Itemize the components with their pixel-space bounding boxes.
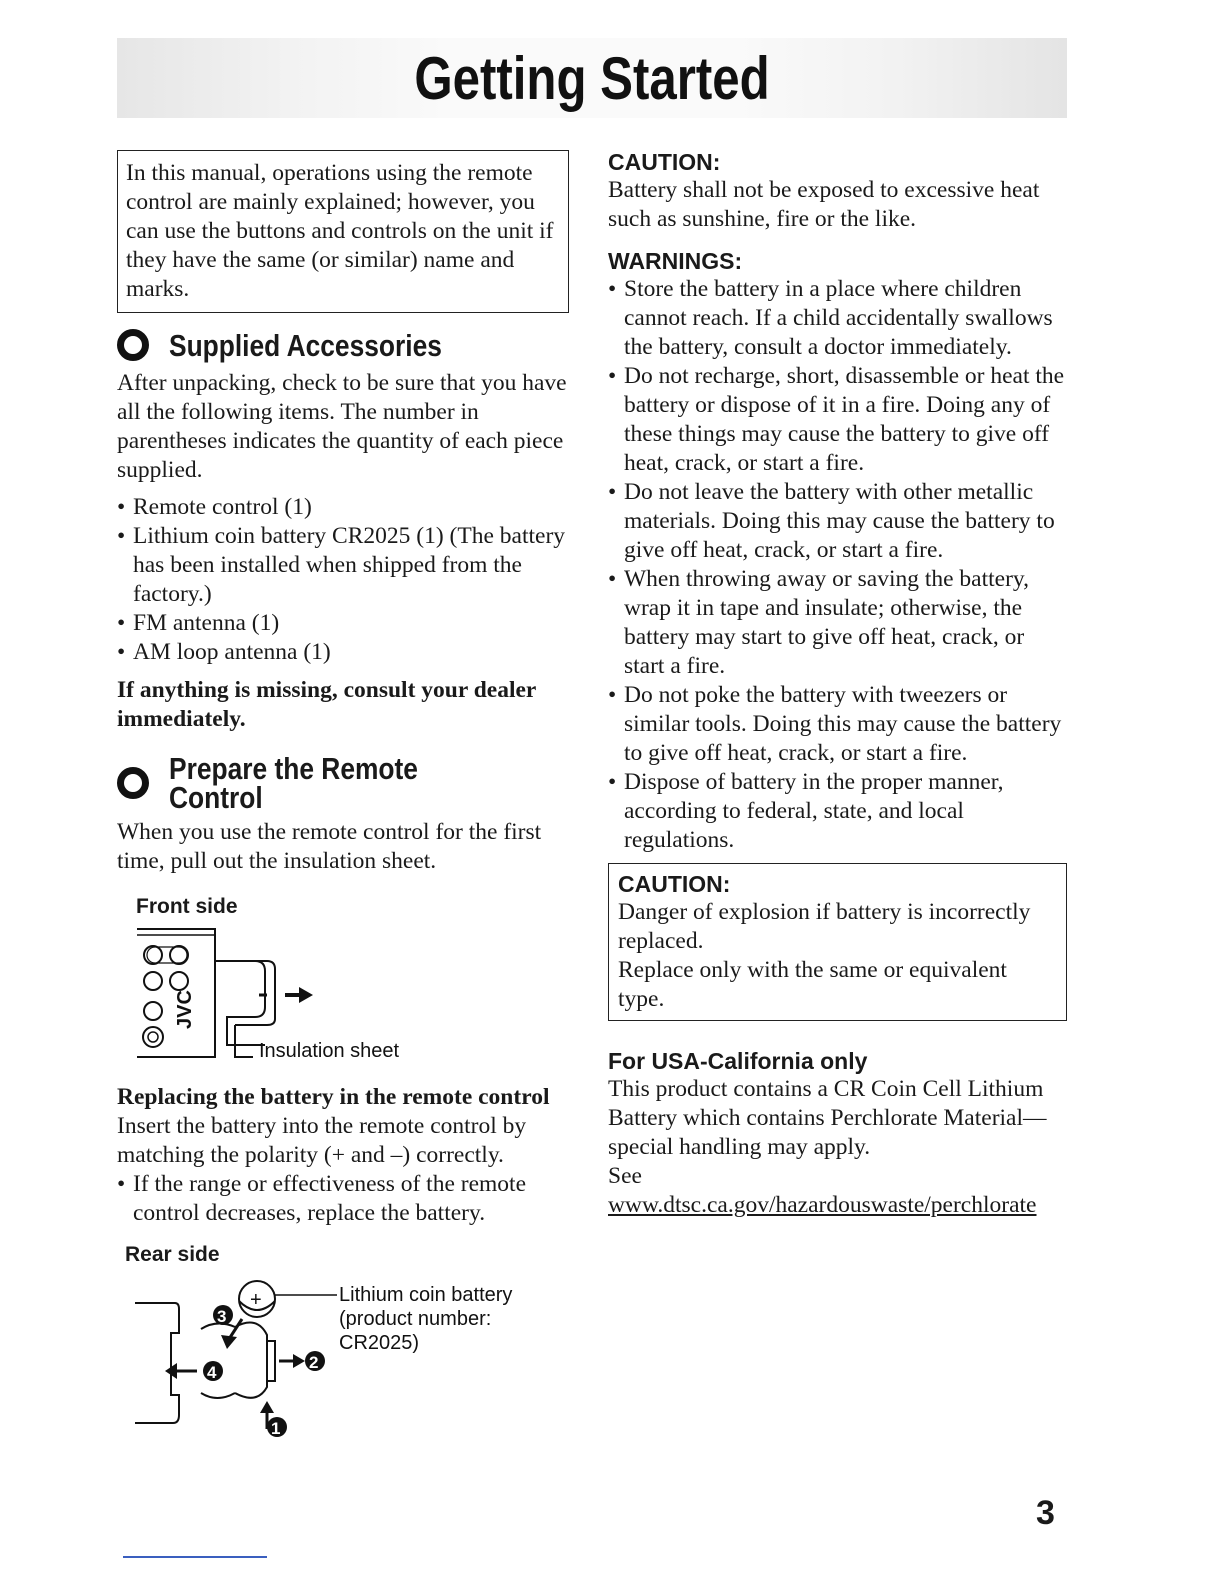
list-item: • Remote control (1) [117, 493, 577, 522]
rear-side-diagram [117, 1275, 577, 1445]
list-item: • Lithium coin battery CR2025 (1) (The battery has been installed when shipped from the factory.) [117, 522, 577, 609]
remote-intro: When you use the remote control for the first time, pull out the insulation sheet. [117, 819, 542, 874]
button-icon [144, 972, 162, 990]
see-label: See [608, 1163, 642, 1189]
remote-rear-outline [135, 1303, 179, 1423]
front-side-label: Front side [136, 895, 238, 918]
circle-bullet-icon [117, 329, 149, 361]
california-heading: For USA-California only [608, 1048, 868, 1074]
list-item: • Dispose of battery in the proper manner, according to federal, state, and local regulations. [608, 768, 1068, 855]
button-icon [144, 1002, 162, 1020]
intro-note-box [117, 150, 569, 313]
button-icon [170, 946, 188, 964]
button-icon [170, 972, 188, 990]
caution-box-heading: CAUTION: [618, 871, 731, 897]
prepare-remote-title: Prepare the Remote Control [169, 751, 418, 815]
replace-text: Insert the battery into the remote control by matching the polarity (+ and –) correctly. [117, 1113, 527, 1168]
insulation-label: Insulation sheet [259, 1040, 400, 1062]
supplied-accessories-heading [117, 329, 577, 361]
battery-label-line: (product number: [339, 1308, 492, 1330]
caution-heading: CAUTION: [608, 149, 721, 175]
list-item: • FM antenna (1) [117, 609, 577, 638]
perchlorate-link[interactable]: www.dtsc.ca.gov/hazardouswaste/perchlorate [608, 1192, 1037, 1218]
title-banner [117, 38, 1067, 118]
battery-label-line: Lithium coin battery [339, 1284, 513, 1306]
caution-box-line: Danger of explosion if battery is incorrectly replaced. [618, 899, 1031, 954]
rear-side-label: Rear side [125, 1243, 220, 1266]
arrow-icon [229, 1319, 242, 1339]
svg-text:3: 3 [217, 1307, 227, 1326]
california-text: This product contains a CR Coin Cell Lithium Battery which contains Perchlorate Material—special handling may apply. [608, 1076, 1047, 1160]
replace-list [117, 1170, 577, 1228]
right-column [608, 148, 1068, 1220]
page-number: 3 [1036, 1494, 1055, 1532]
prepare-remote-heading [117, 751, 577, 815]
missing-note: If anything is missing, consult your dealer immediately. [117, 677, 536, 732]
svg-text:1: 1 [271, 1419, 281, 1438]
caution-text: Battery shall not be exposed to excessive heat such as sunshine, fire or the like. [608, 177, 1040, 232]
list-item: • Do not poke the battery with tweezers or similar tools. Doing this may cause the battery to give off heat, crack, or start a fire. [608, 681, 1068, 768]
list-item: • If the range or effectiveness of the remote control decreases, replace the battery. [117, 1170, 577, 1228]
caution-box-line: Replace only with the same or equivalent type. [618, 957, 1007, 1012]
list-item: • AM loop antenna (1) [117, 638, 577, 667]
battery-tray [235, 1323, 267, 1398]
left-column [117, 150, 577, 1445]
supplied-accessories-title: Supplied Accessories [169, 327, 442, 363]
button-icon [143, 1027, 163, 1047]
list-item: • Do not recharge, short, disassemble or heat the battery or dispose of it in a fire. Doing any of these things may cause the battery to give off heat, crack, or start a fire. [608, 362, 1068, 478]
accessories-intro: After unpacking, check to be sure that you have all the following items. The number in parentheses indicates the quantity of each piece supplied. [117, 370, 567, 483]
list-item: • When throwing away or saving the battery, wrap it in tape and insulate; otherwise, the battery may start to give off heat, crack, or start a fire. [608, 565, 1068, 681]
intro-note: In this manual, operations using the remote control are mainly explained; however, you can use the buttons and controls on the unit if they have the same (or similar) name and marks. [126, 160, 554, 302]
caution-box [608, 863, 1067, 1021]
circle-bullet-icon [117, 767, 149, 799]
warnings-list [608, 275, 1068, 855]
list-item: • Store the battery in a place where children cannot reach. If a child accidentally swallows the battery, consult a doctor immediately. [608, 275, 1068, 362]
brand-logo: JVC [174, 990, 196, 1029]
accessories-list [117, 493, 577, 667]
battery-label-line: CR2025) [339, 1332, 420, 1354]
california-see [608, 1162, 1068, 1220]
svg-text:4: 4 [207, 1363, 217, 1382]
polarity-plus: + [250, 1289, 262, 1311]
footer-rule [123, 1556, 267, 1558]
insulation-sheet-shape [215, 961, 265, 1045]
replace-heading: Replacing the battery in the remote control [117, 1084, 550, 1110]
warnings-heading: WARNINGS: [608, 248, 743, 274]
page-title: Getting Started [414, 45, 770, 112]
list-item: • Do not leave the battery with other metallic materials. Doing this may cause the battery to give off heat, crack, or start a fire. [608, 478, 1068, 565]
front-side-diagram [117, 925, 577, 1065]
svg-text:2: 2 [309, 1353, 319, 1372]
